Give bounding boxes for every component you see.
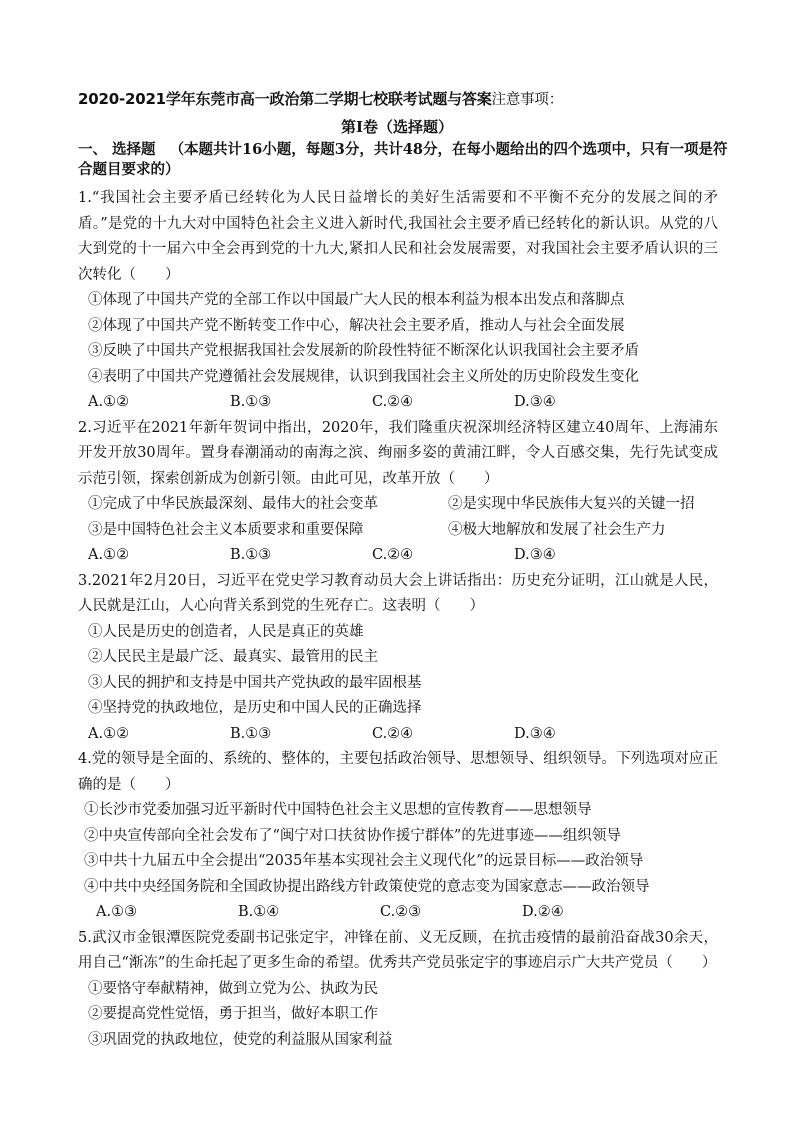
answer-choice-a: A.①② [88,394,130,410]
questions-list [78,186,718,1053]
answer-choice-b: B.①③ [230,547,272,563]
statement-option: ③反映了中国共产党根据我国社会发展新的阶段性特征不断深化认识我国社会主要矛盾 [88,343,639,359]
question-stem: 2.习近平在2021年新年贺词中指出，2020年，我们隆重庆祝深圳经济特区建立40周年、上海浦东开发开放30周年。置身春潮涌动的南海之滨、绚丽多姿的黄浦江畔，令人百感交集，先行先试变成示范引领，探索创新成为创新引领。由此可见，改革开放（ ） [78,419,718,487]
answer-choice-c: C.②④ [372,394,414,410]
question-5 [78,926,718,1054]
answer-choices [78,543,718,569]
notice-label: 注意事项： [491,92,564,108]
section-lead: 一、 选择题 [78,141,156,158]
statement-option: ②体现了中国共产党不断转变工作中心，解决社会主要矛盾，推动人与社会全面发展 [88,317,625,334]
answer-choice-a: A.①② [88,547,130,563]
answer-choice-a: A.①② [88,725,130,742]
volume-heading: 第Ⅰ卷（选择题） [340,118,454,136]
answer-choices [78,900,718,926]
question-2 [78,416,718,569]
answer-choice-d: D.③④ [514,725,556,742]
statement-option: ④极大地解放和发展了社会生产力 [448,521,666,538]
statement-option: ①人民是历史的创造者，人民是真正的英雄 [88,623,364,640]
answer-choice-d: D.③④ [514,547,556,563]
statement-option: ③是中国特色社会主义本质要求和重要保障 [88,521,364,538]
statement-option: ③巩固党的执政地位，使党的利益服从国家利益 [88,1031,393,1048]
question-stem: 5.武汉市金银潭医院党委副书记张定宇，冲锋在前、义无反顾，在抗击疫情的最前沿奋战30余天，用自己“渐冻”的生命托起了更多生命的希望。优秀共产党员张定宇的事迹启示广大共产党员（ ） [78,929,718,971]
statement-option: ④坚持党的执政地位，是历史和中国人民的正确选择 [88,700,422,716]
statement-option: ④中共中央经国务院和全国政协提出路线方针政策使党的意志变为国家意志——政治领导 [84,878,650,895]
statement-option: ①完成了中华民族最深刻、最伟大的社会变革 [88,496,378,512]
section-description: （本题共计16小题，每题3分，共计48分，在每小题给出的四个选项中，只有一项是符合题目要求的） [78,141,728,178]
statement-option: ④表明了中国共产党遵循社会发展规律，认识到我国社会主义所处的历史阶段发生变化 [88,368,639,385]
statement-option: ①长沙市党委加强习近平新时代中国特色社会主义思想的宣传教育——思想领导 [84,802,592,818]
statement-option: ③中共十九届五中全会提出“2035年基本实现社会主义现代化”的远景目标——政治领导 [84,853,644,869]
answer-choice-b: B.①③ [230,725,272,742]
answer-choice-b: B.①③ [230,394,272,410]
exam-title-text: 2020-2021学年东莞市高一政治第二学期七校联考试题与答案 [78,90,492,108]
statement-option: ③人民的拥护和支持是中国共产党执政的最牢固根基 [88,674,422,691]
answer-choices [78,722,718,748]
question-stem: 4.党的领导是全面的、系统的、整体的，主要包括政治领导、思想领导、组织领导。下列选项对应正确的是（ ） [78,751,718,793]
statement-option: ①要恪守奉献精神，做到立党为公、执政为民 [88,980,378,997]
answer-choice-a: A.①③ [96,904,138,920]
exam-title [78,88,778,109]
section-instructions [78,140,728,180]
answer-choice-d: D.②④ [522,904,564,920]
statement-option-row [78,518,718,544]
statement-option: ②人民民主是最广泛、最真实、最管用的民主 [88,649,378,665]
answer-choice-c: C.②④ [372,725,414,742]
answer-choices [78,390,718,416]
statement-option: ②要提高党性觉悟，勇于担当，做好本职工作 [88,1006,378,1022]
answer-choice-b: B.①④ [238,904,280,920]
question-4 [78,747,718,926]
question-stem: 3.2021年2月20日，习近平在党史学习教育动员大会上讲话指出：历史充分证明，江山就是人民，人民就是江山，人心向背关系到党的生死存亡。这表明（ ） [78,572,718,614]
answer-choice-c: C.②④ [372,547,414,563]
statement-option-row [78,492,718,518]
question-3 [78,569,718,748]
answer-choice-c: C.②③ [380,904,422,920]
answer-choice-d: D.③④ [514,394,556,410]
statement-option: ①体现了中国共产党的全部工作以中国最广大人民的根本利益为根本出发点和落脚点 [88,292,625,308]
statement-option: ②中央宣传部向全社会发布了“闽宁对口扶贫协作援宁群体”的先进事迹——组织领导 [84,827,621,844]
statement-option: ②是实现中华民族伟大复兴的关键一招 [448,496,695,512]
question-1 [78,186,718,416]
question-stem: 1.“我国社会主要矛盾已经转化为人民日益增长的美好生活需要和不平衡不充分的发展之间的矛盾。”是党的十九大对中国特色社会主义进入新时代,我国社会主要矛盾已经转化的新认识。从党的八大到党的十一届六中全会再到党的十九大,紧扣人民和社会发展需要，对我国社会主要矛盾认识的三次转化（ ） [78,190,718,283]
